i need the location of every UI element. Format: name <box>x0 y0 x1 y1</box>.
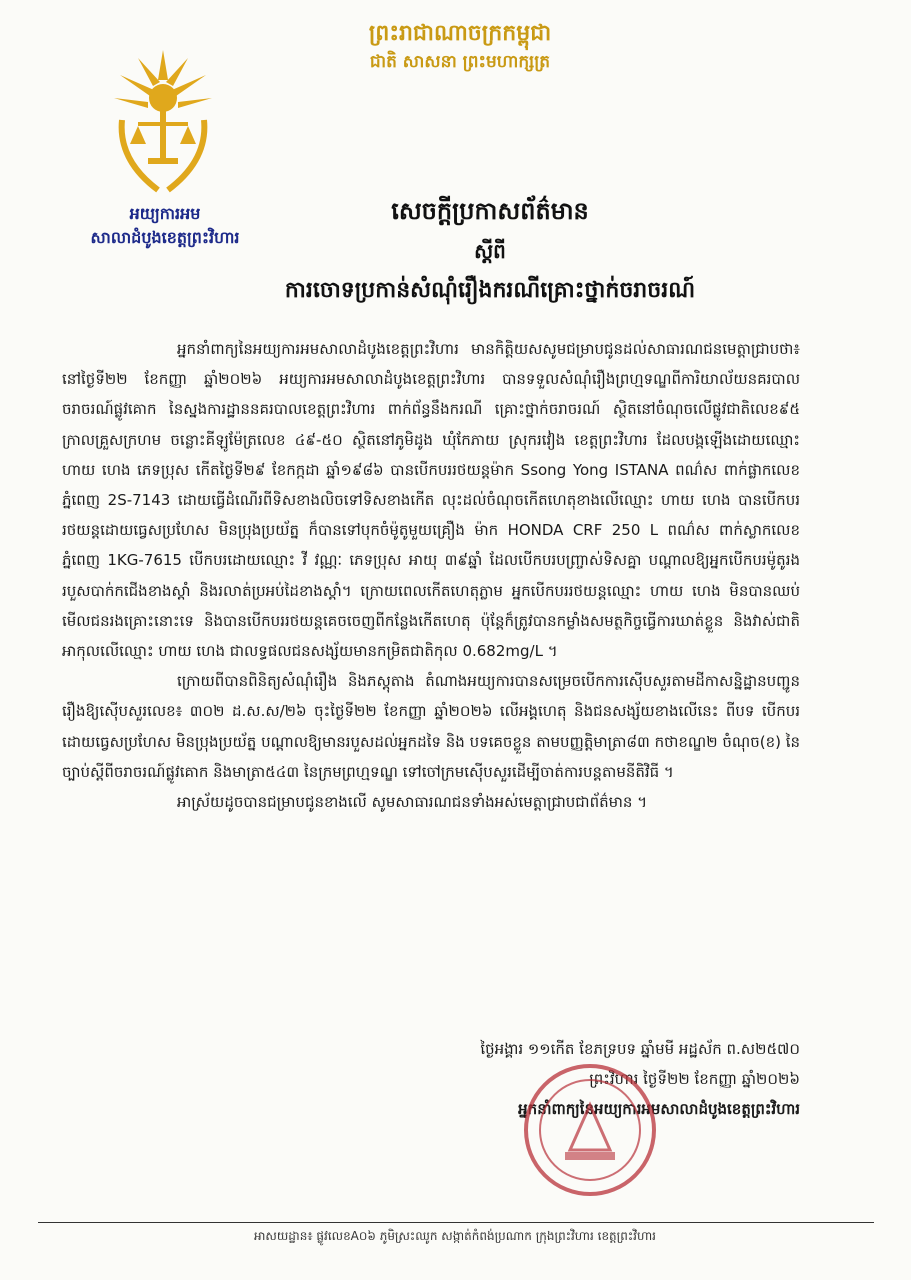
office-line-1: អយ្យការអម <box>129 204 201 223</box>
court-emblem-icon <box>108 40 218 200</box>
document-subtitle-about: ស្ដីពី <box>474 239 506 263</box>
footer-divider <box>38 1222 874 1223</box>
footer-address: អាសយដ្ឋាន៖ ផ្លូវលេខA០៦ ភូមិស្រះឈូក សង្កាត់កំពង់ប្រណាក ក្រុងព្រះវិហារ ខេត្តព្រះវិហារ <box>254 1229 656 1243</box>
official-seal-icon <box>520 1060 660 1200</box>
lunar-date: ថ្ងៃអង្គារ ១១កើត ខែភទ្របទ ឆ្នាំមមី អដ្ឋស័ក ព.ស២៥៧០ <box>480 1040 800 1058</box>
document-subject: ការចោទប្រកាន់សំណុំរឿងករណីគ្រោះថ្នាក់ចរាចរណ៍ <box>284 278 696 303</box>
kingdom-header <box>310 18 610 74</box>
paragraph-prosecution-decision: ក្រោយពីបានពិនិត្យសំណុំរឿង និងភស្តុតាង តំណាងអយ្យការបានសម្រេចបើកការស៊ើបសួរតាមដីកាសន្និដ្ឋានបញ្ជូនរឿងឱ្យស៊ើបសួរលេខ៖ ៣០២ ដ.ស.ស/២៦ ចុះថ្ងៃទី២២ ខែកញ្ញា ឆ្នាំ២០២៦ លើអង្គហេតុ និងជនសង្ស័យខាងលើនេះ ពីបទ បើកបរដោយធ្វេសប្រហែស មិនប្រុងប្រយ័ត្ន បណ្ដាលឱ្យមានរបួសដល់អ្នកដទៃ និង បទគេចខ្លួន តាមបញ្ញត្តិមាត្រា៨៣ កថាខណ្ឌ២ ចំណុច(ខ) នៃច្បាប់ស្ដីពីចរាចរណ៍ផ្លូវគោក និងមាត្រា៥៤៣ នៃក្រមព្រហ្មទណ្ឌ ទៅចៅក្រមស៊ើបសួរដើម្បីចាត់ការបន្តតាមនីតិវិធី ។ <box>62 672 800 781</box>
paragraph-case-details: អ្នកនាំពាក្យនៃអយ្យការអមសាលាដំបូងខេត្តព្រះវិហារ មានកិត្តិយសសូមជម្រាបជូនដល់សាធារណជនមេត្តាជ្រាបថា៖ នៅថ្ងៃទី២២ ខែកញ្ញា ឆ្នាំ២០២៦ អយ្យការអមសាលាដំបូងខេត្តព្រះវិហារ បានទទួលសំណុំរឿងព្រហ្មទណ្ឌពីការិយាល័យនគរបាលចរាចរណ៍ផ្លូវគោក នៃស្នងការដ្ឋាននគរបាលខេត្តព្រះវិហារ ពាក់ព័ន្ធនឹងករណី គ្រោះថ្នាក់ចរាចរណ៍ ស្ថិតនៅចំណុចលើផ្លូវជាតិលេខ៩៥ ក្រាលគ្រួសក្រហម ចន្លោះគីឡូម៉ែត្រលេខ ៤៩-៥០ ស្ថិតនៅភូមិដូង ឃុំកែភាយ ស្រុករវៀង ខេត្តព្រះវិហារ ដែលបង្កឡើងដោយឈ្មោះ ហាយ ហេង ភេទប្រុស កើតថ្ងៃទី២៩ ខែកក្កដា ឆ្នាំ១៩៨៦ បានបើកបររថយន្តម៉ាក Ssong Yong ISTANA ពណ៌ស ពាក់ផ្លាកលេខ ភ្នំពេញ 2S-7143 ដោយធ្វើដំណើរពីទិសខាងលិចទៅទិសខាងកើត លុះដល់ចំណុចកើតហេតុខាងលើឈ្មោះ ហាយ ហេង បានបើកបររថយន្តដោយធ្វេសប្រហែស មិនប្រុងប្រយ័ត្ន ក៏បានទៅបុកចំម៉ូតូមួយគ្រឿង ម៉ាក HONDA CRF 250 L ពណ៌ស ពាក់ស្លាកលេខ ភ្នំពេញ 1KG-7615 បើកបរដោយឈ្មោះ វី វណ្ណៈ ភេទប្រុស អាយុ ៣៩ឆ្នាំ ដែលបើកបរបញ្ច្រាស់ទិសគ្នា បណ្ដាលឱ្យអ្នកបើកបរម៉ូតូរងរបួសបាក់កជើងខាងស្ដាំ និងរលាត់ប្រអប់ដៃខាងស្ដាំ។ ក្រោយពេលកើតហេតុភ្លាម អ្នកបើកបររថយន្តឈ្មោះ ហាយ ហេង មិនបានឈប់មើលជនរងគ្រោះនោះទេ និងបានបើកបររថយន្តគេចចេញពីកន្លែងកើតហេតុ ប៉ុន្តែក៏ត្រូវបានកម្លាំងសមត្ថកិច្ចធ្វើការឃាត់ខ្លួន និងវាស់ជាតិអាកុលលើឈ្មោះ ហាយ ហេង ជាលទ្ធផលជនសង្ស័យមានកម្រិតជាតិកុល 0.682mg/L ។ <box>62 340 800 661</box>
place-and-date: ព្រះវិហារ ថ្ងៃទី២២ ខែកញ្ញា ឆ្នាំ២០២៦ <box>589 1070 800 1088</box>
document-title: សេចក្ដីប្រកាសព័ត៌មាន <box>391 197 589 225</box>
spokesperson-title: អ្នកនាំពាក្យនៃអយ្យការអមសាលាដំបូងខេត្តព្រះវិហារ <box>518 1100 800 1118</box>
paragraph-closing: អាស្រ័យដូចបានជម្រាបជូនខាងលើ សូមសាធារណជនទាំងអស់មេត្តាជ្រាបជាព័ត៌មាន ។ <box>177 793 648 812</box>
press-release-body <box>62 334 800 817</box>
kingdom-name: ព្រះរាជាណាចក្រកម្ពុជា <box>368 21 552 46</box>
office-line-2: សាលាដំបូងខេត្តព្រះវិហារ <box>90 228 240 247</box>
national-motto: ជាតិ សាសនា ព្រះមហាក្សត្រ <box>369 52 551 72</box>
